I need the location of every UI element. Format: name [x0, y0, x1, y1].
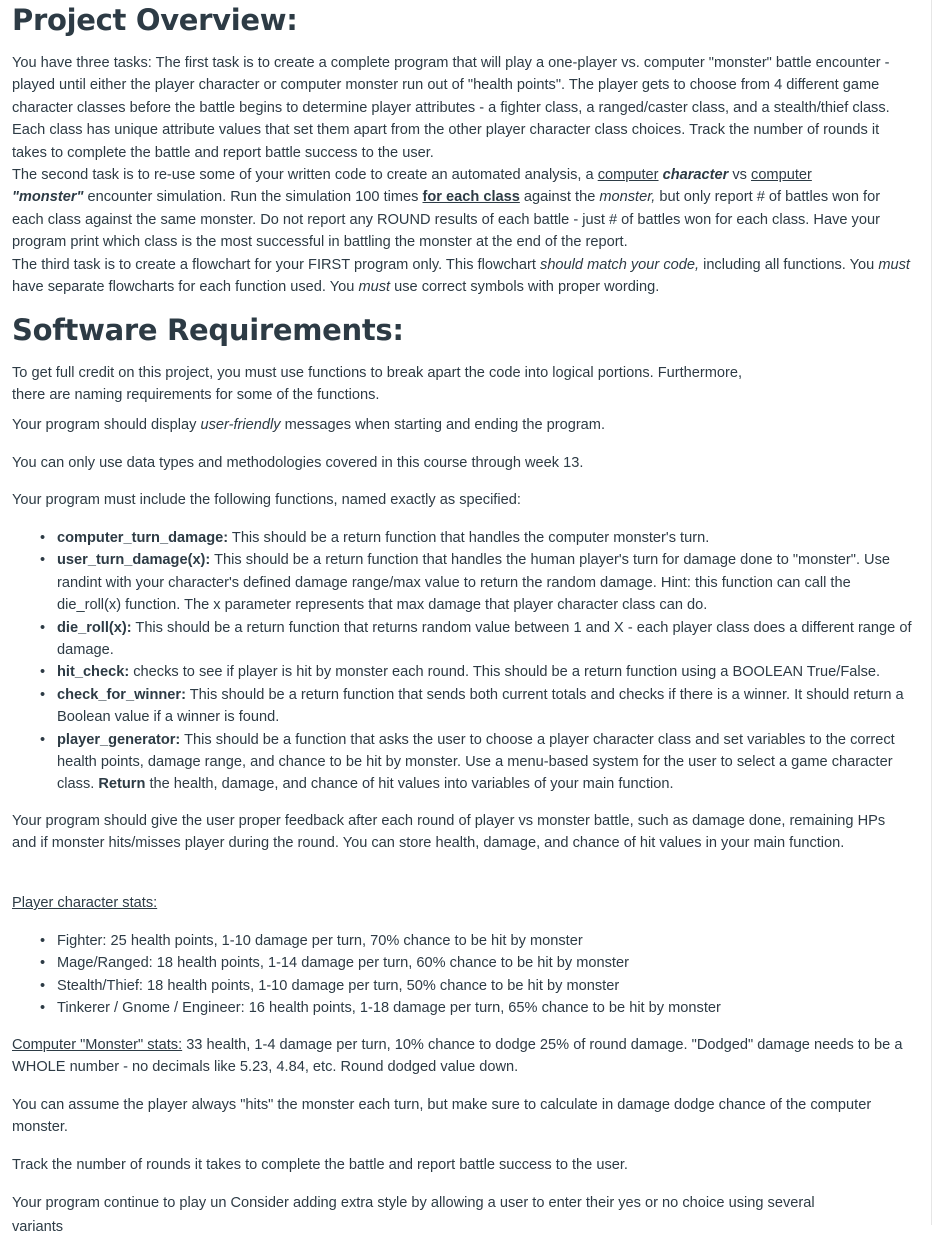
overview-paragraph-flowchart: The third task is to create a flowchart for your FIRST program only. This flowchart should match your code, including all functions. You must have separate flowcharts for each function used. You must use correct symbols with proper wording. — [12, 256, 910, 296]
functions-list-block — [12, 527, 912, 796]
list-item: • user_turn_damage(x): This should be a return function that handles the human player's turn for damage done to "monster". Use randint with your character's defined damage range/max value to return the random damage. Hint: this function can call the die_roll(x) function. The x parameter represents that max damage that player character class can do. — [57, 549, 912, 616]
monster-emphasis: "monster" — [12, 189, 84, 206]
list-item: • die_roll(x): This should be a return function that returns random value between 1 and X - each player class does a different range of damage. — [57, 617, 912, 662]
software-hits: You can assume the player always "hits" the monster each turn, but make sure to calculate in damage dodge chance of the computer monster. — [12, 1097, 872, 1136]
list-item: • Fighter: 25 health points, 1-10 damage per turn, 70% chance to be hit by monster — [57, 930, 912, 952]
content-right-border — [931, 0, 932, 1225]
list-item: • hit_check: checks to see if player is hit by monster each round. This should be a return function using a BOOLEAN True/False. — [57, 661, 912, 683]
software-continue-play: Your program continue to play un Consider adding extra style by allowing a user to enter their yes or no choice using several — [12, 1195, 815, 1211]
software-track-rounds: Track the number of rounds it takes to complete the battle and report battle success to the user. — [12, 1157, 628, 1173]
software-feedback: Your program should give the user proper feedback after each round of player vs monster battle, such as damage done, remaining HPs and if monster hits/misses player during the round. You can store health, damage, and chance of hit values in your main function. — [12, 813, 886, 852]
functions-list — [12, 527, 912, 796]
heading-project-overview: Project Overview: — [12, 3, 298, 37]
overview-paragraph-tasks: You have three tasks: The first task is to create a complete program that will play a one-player vs. computer "monster" battle encounter - played until either the player character or computer monster run out of "health points". The player gets to choose from 4 different game character classes before the battle begins to determine player attributes - a fighter class, a ranged/caster class, and a stealth/thief class. Each class has unique attribute values that set them apart from the other player character class choices. Track the number of rounds it takes to complete the battle and report battle success to the user. — [12, 55, 890, 161]
overview-section — [12, 52, 912, 298]
software-paragraph-functions-intro: To get full credit on this project, you must use functions to break apart the code into logical portions. Furthermore, there are naming requirements for some of the functions. — [12, 365, 743, 404]
player-stats-block — [12, 930, 912, 1020]
computer-link-1[interactable]: computer — [597, 167, 659, 184]
heading-software-requirements: Software Requirements: — [12, 313, 404, 347]
list-item: • Mage/Ranged: 18 health points, 1-14 damage per turn, 60% chance to be hit by monster — [57, 952, 912, 974]
monster-stats-heading: Computer "Monster" stats: — [12, 1037, 183, 1053]
software-user-friendly: Your program should display user-friendly messages when starting and ending the program. — [12, 417, 606, 433]
overview-paragraph-second-task: The second task is to re-use some of your written code to create an automated analysis, a computer character vs computer "monster" encounter simulation. Run the simulation 100 times for each class against the monster, but only report # of battles won for each class against the same monster. Do not report any ROUND results of each battle - just # of battles won for each class. Have your program print which class is the most successful in battling the monster at the end of the report. — [12, 167, 881, 251]
software-functions-intro: Your program must include the following functions, named exactly as specified: — [12, 492, 521, 508]
list-item: • check_for_winner: This should be a return function that sends both current totals and checks if there is a winner. It should return a Boolean value if a winner is found. — [57, 684, 912, 729]
list-item: • Tinkerer / Gnome / Engineer: 16 health points, 1-18 damage per turn, 65% chance to be hit by monster — [57, 997, 912, 1019]
player-stats-heading-block — [12, 892, 912, 914]
cut-off-text: variants — [12, 1219, 64, 1235]
list-item: • computer_turn_damage: This should be a return function that handles the computer monster's turn. — [57, 527, 912, 549]
character-emphasis: character — [662, 167, 729, 184]
software-intro — [12, 362, 912, 407]
player-stats-list — [12, 930, 912, 1020]
computer-link-2[interactable]: computer — [751, 167, 812, 184]
software-data-types: You can only use data types and methodologies covered in this course through week 13. — [12, 455, 584, 471]
player-stats-heading: Player character stats: — [12, 895, 158, 911]
list-item: • player_generator: This should be a function that asks the user to choose a player character class and set variables to the correct health points, damage range, and chance to be hit by monster. Use a menu-based system for the user to select a game character class. Return the health, damage, and chance of hit values into variables of your main function. — [57, 729, 912, 796]
list-item: • Stealth/Thief: 18 health points, 1-10 damage per turn, 50% chance to be hit by monster — [57, 975, 912, 997]
monster-stats-block: Computer "Monster" stats: 33 health, 1-4 damage per turn, 10% chance to dodge 25% of round damage. "Dodged" damage needs to be a WHOLE number - no decimals like 5.23, 4.84, etc. Round dodged value down. — [12, 1037, 903, 1076]
for-each-class-emphasis: for each class — [422, 189, 520, 206]
